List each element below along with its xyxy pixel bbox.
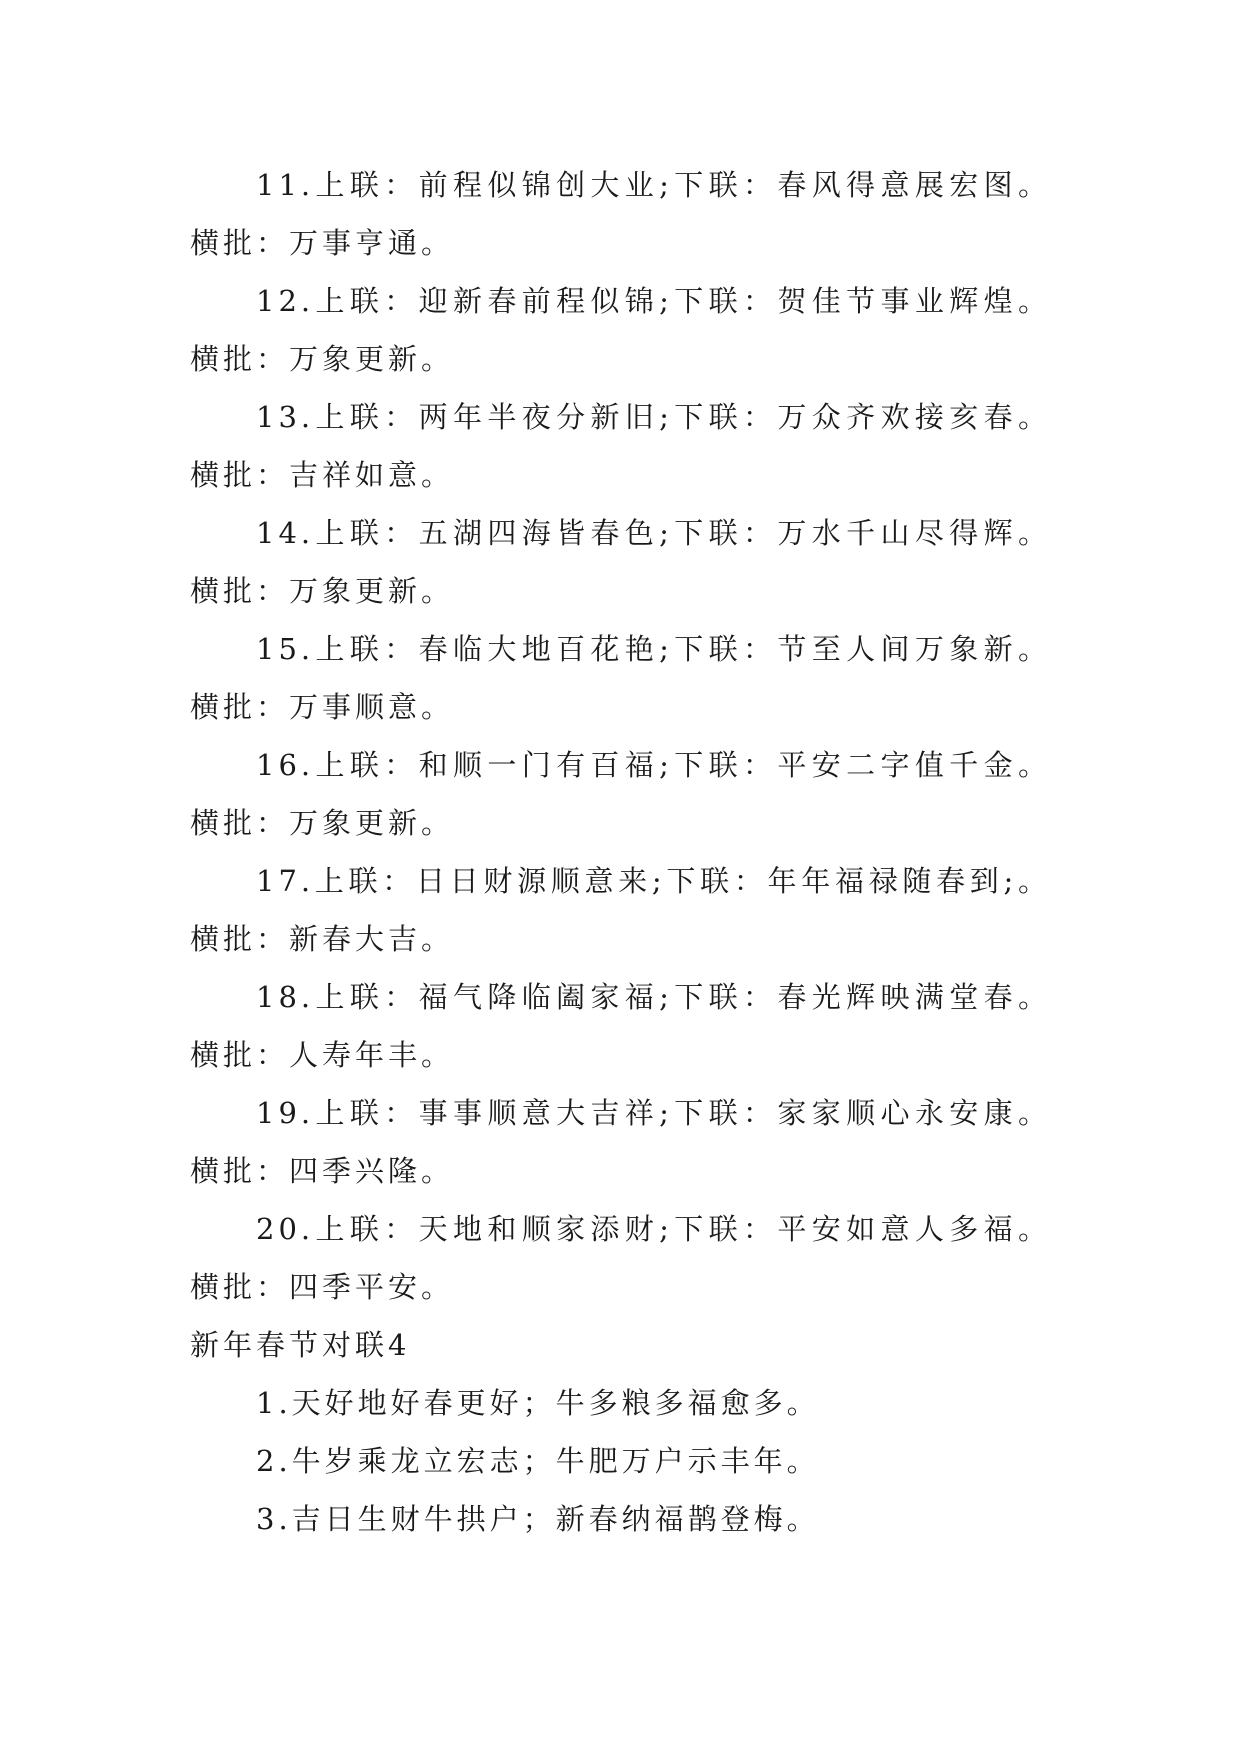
couplet-item-1: 1.天好地好春更好；牛多粮多福愈多。: [256, 1386, 820, 1420]
couplet-entry-14: 14.上联：五湖四海皆春色;下联：万水千山尽得辉。横批：万象更新。: [190, 516, 1051, 608]
couplet-entry-18: 18.上联：福气降临阖家福;下联：春光辉映满堂春。横批：人寿年丰。: [190, 980, 1051, 1072]
section-heading: 新年春节对联4: [190, 1328, 411, 1362]
couplet-entry-12: 12.上联：迎新春前程似锦;下联：贺佳节事业辉煌。横批：万象更新。: [190, 284, 1051, 376]
document-body: [190, 156, 1051, 1548]
couplet-entry-20: 20.上联：天地和顺家添财;下联：平安如意人多福。横批：四季平安。: [190, 1212, 1051, 1304]
couplet-entry-19: 19.上联：事事顺意大吉祥;下联：家家顺心永安康。横批：四季兴隆。: [190, 1096, 1051, 1188]
couplet-item-2: 2.牛岁乘龙立宏志；牛肥万户示丰年。: [256, 1444, 820, 1478]
couplet-entry-11: 11.上联：前程似锦创大业;下联：春风得意展宏图。横批：万事亨通。: [190, 168, 1051, 260]
couplet-entry-13: 13.上联：两年半夜分新旧;下联：万众齐欢接亥春。横批：吉祥如意。: [190, 400, 1051, 492]
couplet-item-3: 3.吉日生财牛拱户；新春纳福鹊登梅。: [256, 1502, 820, 1536]
couplet-entry-15: 15.上联：春临大地百花艳;下联：节至人间万象新。横批：万事顺意。: [190, 632, 1051, 724]
couplet-entry-17: 17.上联：日日财源顺意来;下联：年年福禄随春到;。横批：新春大吉。: [190, 864, 1051, 956]
couplet-entry-16: 16.上联：和顺一门有百福;下联：平安二字值千金。横批：万象更新。: [190, 748, 1051, 840]
